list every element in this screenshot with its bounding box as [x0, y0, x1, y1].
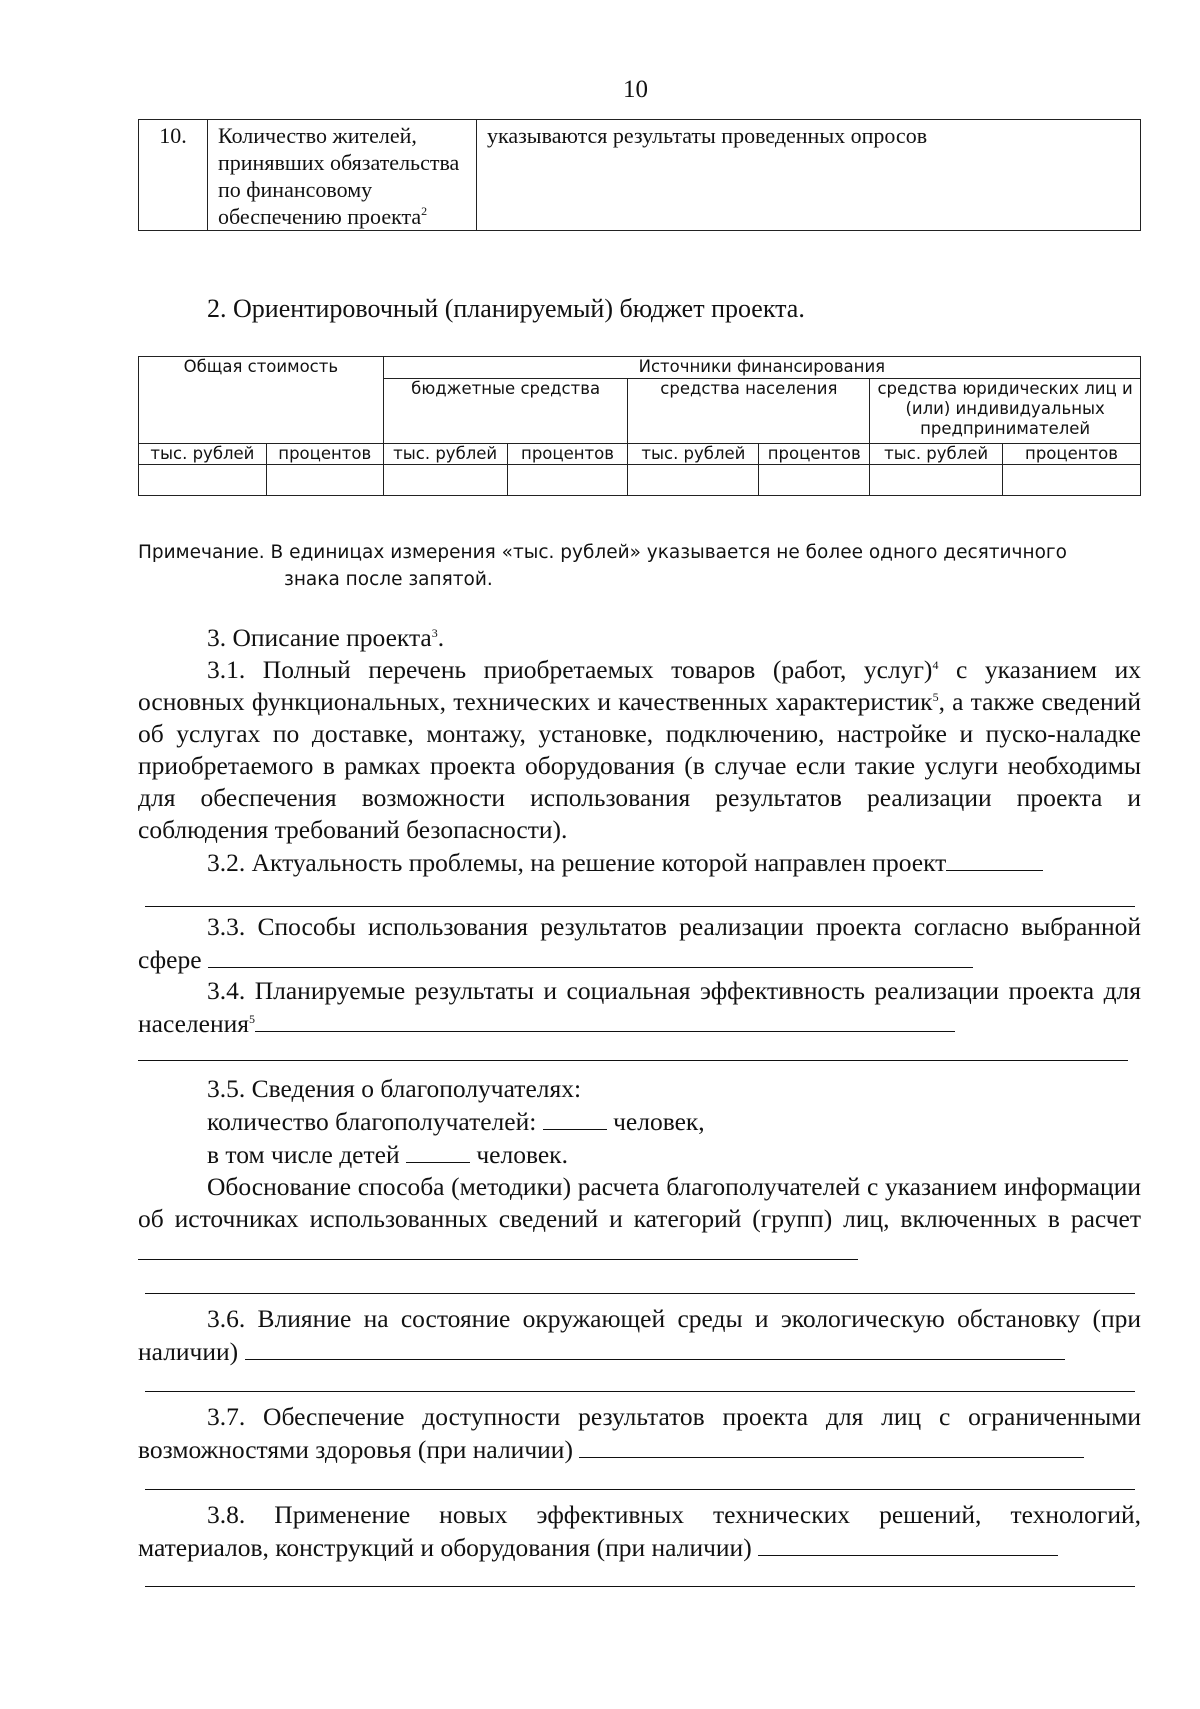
fill-line: [255, 1007, 955, 1032]
table-cell: [759, 465, 870, 496]
table-cell: [266, 465, 383, 496]
section-2-title: 2. Ориентировочный (планируемый) бюджет проекта.: [207, 294, 805, 323]
paragraph-3-5: 3.5. Сведения о благополучателях: количество благополучателей: человек, в том числе детей человек. Обоснование способа (методики) расчета благополучателей с указанием информации об источниках использованных сведений и категорий (групп) лиц, включенных в расчет: [138, 1073, 1141, 1268]
fill-line: [245, 1335, 1065, 1360]
unit-header: тыс. рублей: [383, 444, 507, 465]
fill-line: [579, 1433, 1084, 1458]
fill-line: [138, 1060, 1128, 1061]
fill-line: [145, 1391, 1135, 1392]
table-cell: [507, 465, 628, 496]
paragraph-3-8: 3.8. Применение новых эффективных технических решений, технологий, материалов, конструкций и оборудования (при наличии): [138, 1500, 1141, 1562]
footnote-mark: 5: [248, 1012, 255, 1026]
fill-line: [208, 943, 973, 968]
table-units-row: [139, 444, 1141, 465]
table-cell: [1003, 465, 1141, 496]
footnote-mark: 4: [932, 658, 939, 672]
unit-header: тыс. рублей: [628, 444, 759, 465]
unit-header: тыс. рублей: [870, 444, 1003, 465]
table-row: [139, 120, 1141, 231]
row-value: указываются результаты проведенных опросов: [477, 120, 1141, 231]
project-info-table: [138, 119, 1141, 231]
note-line: Примечание. В единицах измерения «тыс. рублей» указывается не более одного десятичного: [138, 542, 1067, 563]
table-cell: [628, 465, 759, 496]
children-count-field[interactable]: [406, 1138, 470, 1163]
footnote-mark: 5: [932, 690, 939, 704]
fill-line: [138, 1235, 858, 1260]
unit-header: процентов: [759, 444, 870, 465]
unit-header: процентов: [266, 444, 383, 465]
note: [138, 539, 1143, 593]
section-3-title: 3. Описание проекта$^3$.: [207, 623, 445, 652]
unit-header: процентов: [1003, 444, 1141, 465]
paragraph-3-2: 3.2. Актуальность проблемы, на решение которой направлен проект: [138, 846, 1141, 879]
sources-header: Источники финансирования: [383, 357, 1140, 379]
paragraph-3-3: 3.3. Способы использования результатов реализации проекта согласно выбранной сфере: [138, 912, 1141, 974]
paragraph-3-4: 3.4. Планируемые результаты и социальная эффективность реализации проекта для населения$^5$: [138, 976, 1141, 1038]
fill-line: [145, 1489, 1135, 1490]
legal-funds-header: средства юридических лиц и (или) индивидуальных предпринимателей: [870, 379, 1141, 444]
budget-funds-header: бюджетные средства: [383, 379, 628, 444]
note-line: знака после запятой.: [284, 569, 493, 590]
paragraph-3-7: 3.7. Обеспечение доступности результатов проекта для лиц с ограниченными возможностями здоровья (при наличии): [138, 1402, 1141, 1464]
fill-line: [145, 1293, 1135, 1294]
budget-table: [138, 356, 1141, 496]
table-cell: [870, 465, 1003, 496]
footnote-mark: 3: [431, 626, 438, 640]
fill-line: [145, 906, 1135, 907]
population-funds-header: средства населения: [628, 379, 870, 444]
table-row: [139, 465, 1141, 496]
table-cell: [139, 465, 267, 496]
unit-header: процентов: [507, 444, 628, 465]
beneficiaries-count-field[interactable]: [543, 1105, 607, 1130]
unit-header: тыс. рублей: [139, 444, 267, 465]
fill-line: [758, 1531, 1058, 1556]
page-number: 10: [623, 76, 648, 103]
row-label: Количество жителей, принявших обязательства по финансовому обеспечению проекта$^2$: [208, 120, 477, 231]
fill-line: [145, 1586, 1135, 1587]
footnote-mark: 2: [421, 204, 428, 218]
paragraph-3-6: 3.6. Влияние на состояние окружающей среды и экологическую обстановку (при наличии): [138, 1304, 1141, 1366]
fill-line: [946, 846, 1043, 871]
table-header-row: [139, 357, 1141, 379]
total-cost-header: Общая стоимость: [139, 357, 384, 444]
paragraph-3-1: 3.1. Полный перечень приобретаемых товаров (работ, услуг)$^4$ с указанием их основных функциональных, технических и качественных характеристик$^5$, а также сведений об услугах по доставке, монтажу, установке, подключению, настройке и пуско-наладке приобретаемого в рамках проекта оборудования (в случае если такие услуги необходимы для обеспечения возможности использования результатов реализации проекта и соблюдения требований безопасности).: [138, 655, 1141, 844]
table-cell: [383, 465, 507, 496]
row-number: 10.: [139, 120, 208, 231]
